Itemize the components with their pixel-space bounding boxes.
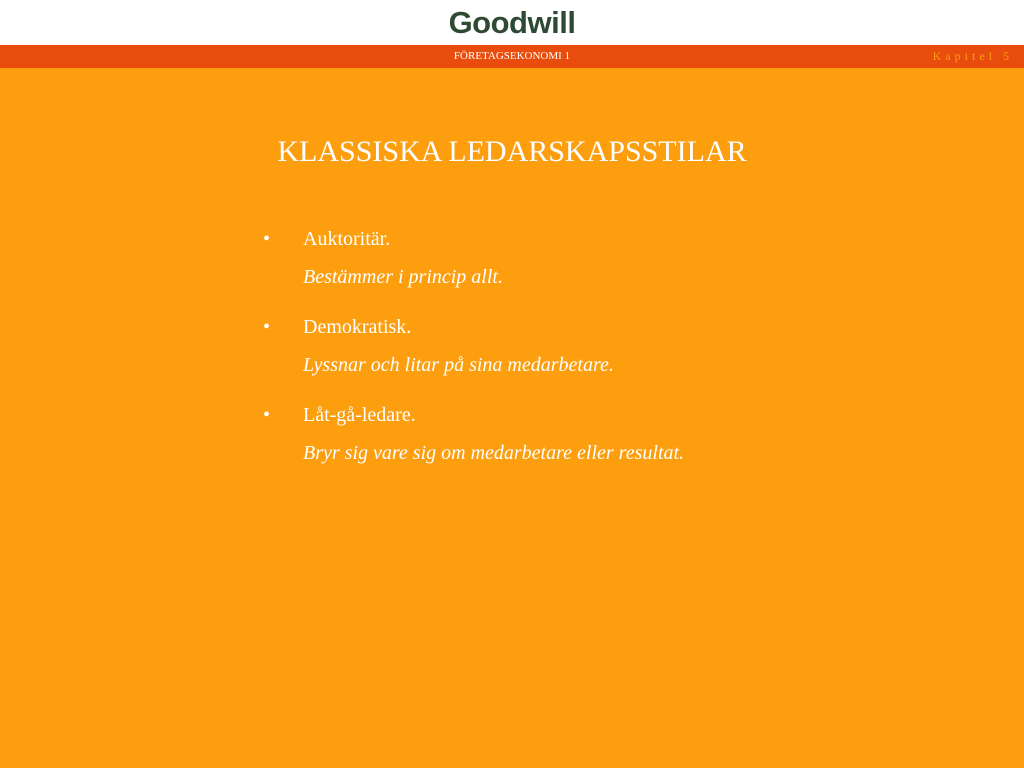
item-description: Bestämmer i princip allt. [303, 266, 503, 288]
bullet-icon: • [263, 404, 271, 426]
item-heading: Demokratisk. [303, 316, 412, 338]
bullet-icon: • [263, 316, 271, 338]
item-heading: Låt-gå-ledare. [303, 404, 416, 426]
item-heading: Auktoritär. [303, 228, 391, 250]
item-description: Bryr sig vare sig om medarbetare eller resultat. [303, 442, 685, 464]
slide-title: KLASSISKA LEDARSKAPSSTILAR [277, 135, 747, 168]
subject-label: FÖRETAGSEKONOMI 1 [453, 50, 571, 62]
chapter-label: Kapitel 5 [932, 49, 1013, 63]
item-description: Lyssnar och litar på sina medarbetare. [303, 354, 614, 376]
goodwill-logo: Goodwill [448, 5, 576, 40]
bullet-icon: • [263, 228, 271, 250]
